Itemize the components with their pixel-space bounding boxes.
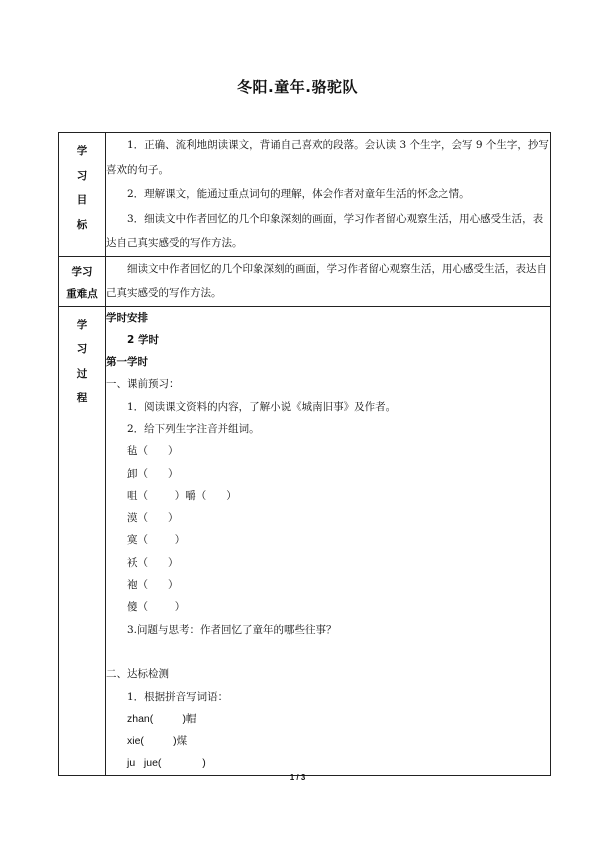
check-heading: 二、达标检测 xyxy=(106,668,169,681)
process-label xyxy=(59,306,106,775)
label-char: 目 xyxy=(76,194,88,206)
objective-paragraph: 3．细读文中作者回忆的几个印象深刻的画面，学习作者留心观察生活，用心感受生活，表达自己真实感受的写作方法。 xyxy=(106,212,544,249)
key-points-label xyxy=(59,256,106,306)
lesson-plan-table xyxy=(58,132,551,776)
key-points-row xyxy=(59,256,551,306)
process-row xyxy=(59,306,551,775)
objective-paragraph: 1．正确、流利地朗读课文，背诵自己喜欢的段落。会认读 3 个生字，会写 9 个生字，抄写喜欢的句子。 xyxy=(106,139,549,176)
key-points-content xyxy=(106,256,551,306)
blank-line xyxy=(106,641,550,663)
label-line: 重难点 xyxy=(66,287,98,300)
objectives-row xyxy=(59,133,551,257)
char-item: 寞（ ） xyxy=(127,534,186,547)
schedule-heading: 学时安排 xyxy=(106,311,148,324)
objective-paragraph: 2．理解课文，能通过重点词句的理解，体会作者对童年生活的怀念之情。 xyxy=(127,188,470,200)
page-number: 1 / 3 xyxy=(289,773,306,782)
pinyin-item: ju jue( ) xyxy=(127,757,206,770)
label-char: 标 xyxy=(76,218,88,231)
char-item: 卸（ ） xyxy=(127,467,179,480)
char-item: 毡（ ） xyxy=(127,445,179,458)
hours-text: 2 学时 xyxy=(127,333,159,346)
question-text: 3.问题与思考：作者回忆了童年的哪些往事？ xyxy=(127,623,337,636)
objectives-label xyxy=(59,133,106,257)
key-points-paragraph: 细读文中作者回忆的几个印象深刻的画面，学习作者留心观察生活，用心感受生活，表达自己真实感受的写作方法。 xyxy=(106,262,547,299)
label-char: 程 xyxy=(76,392,88,404)
label-char: 习 xyxy=(76,169,88,182)
check-item: 1．根据拼音写词语： xyxy=(127,690,229,703)
label-char: 习 xyxy=(76,343,88,355)
label-line: 学习 xyxy=(71,265,93,278)
page-title: 冬阳.童年.骆驼队 xyxy=(237,78,358,96)
label-char: 学 xyxy=(76,318,88,331)
objectives-content xyxy=(106,133,551,257)
pinyin-item: xie( )煤 xyxy=(127,735,188,748)
preview-item: 2．给下列生字注音并组词。 xyxy=(127,422,260,435)
char-item: 袍（ ） xyxy=(127,579,179,592)
preview-item: 1．阅读课文资料的内容，了解小说《城南旧事》及作者。 xyxy=(127,400,397,413)
char-item: 咀（ ）嚼（ ） xyxy=(127,489,237,502)
pinyin-item: zhan( )帽 xyxy=(127,712,197,725)
process-content xyxy=(106,306,551,775)
label-char: 学 xyxy=(76,145,88,157)
char-item: 傻（ ） xyxy=(127,601,186,614)
label-char: 过 xyxy=(76,367,88,380)
preview-heading: 一、课前预习： xyxy=(106,378,180,391)
char-item: 漠（ ） xyxy=(127,512,179,525)
first-period-heading: 第一学时 xyxy=(106,356,148,369)
char-item: 袄（ ） xyxy=(127,556,179,569)
